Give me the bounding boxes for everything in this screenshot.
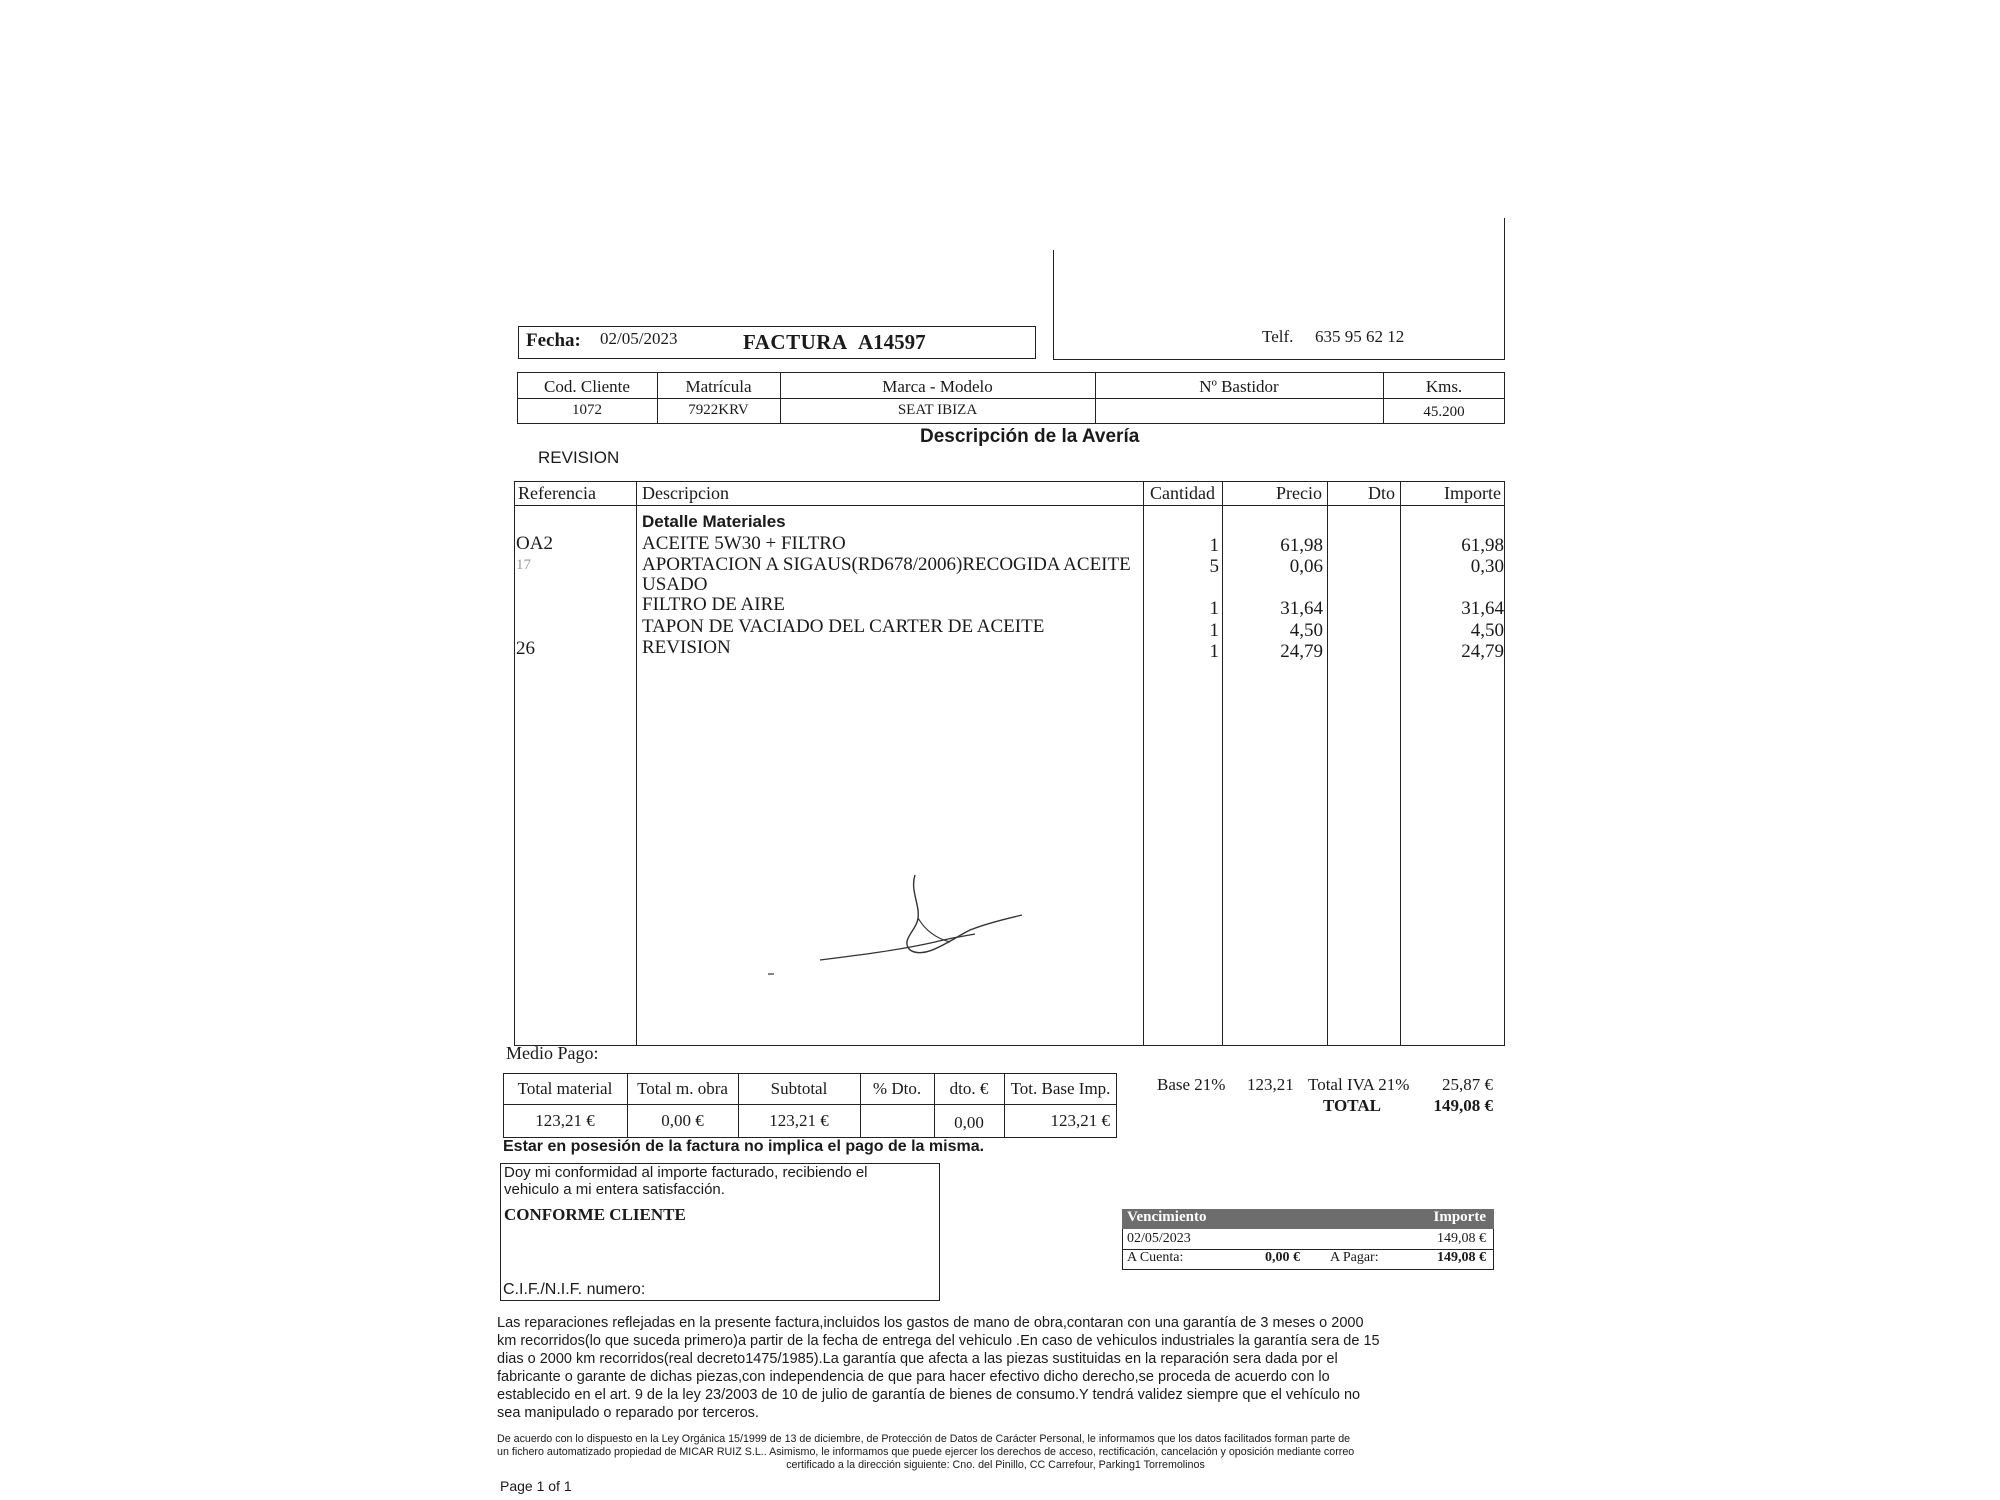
iva-label: Total IVA 21%: [1308, 1075, 1410, 1094]
line-ref: 26: [516, 638, 535, 659]
page-number: Page 1 of 1: [500, 1478, 572, 1494]
line-amount: 31,64: [1461, 598, 1504, 619]
line-desc: APORTACION A SIGAUS(RD678/2006)RECOGIDA ACEITE: [642, 554, 1131, 575]
privacy-line: certificado a la dirección siguiente: Cno. del Pinillo, CC Carrefour, Parking1 Torremolinos: [786, 1459, 1205, 1471]
line-amount: 0,30: [1470, 556, 1504, 577]
vehicle-header-matricula: Matrícula: [685, 377, 752, 396]
telf-label: Telf.: [1262, 327, 1294, 346]
totals-header-obra: Total m. obra: [637, 1079, 728, 1098]
totals-value-obra: 0,00 €: [661, 1111, 704, 1130]
lines-header-referencia: Referencia: [518, 483, 596, 503]
line-qty: 5: [1209, 556, 1219, 577]
line-price: 31,64: [1280, 598, 1323, 619]
conforme-cliente-title: CONFORME CLIENTE: [504, 1205, 686, 1224]
totals-header-dto: dto. €: [949, 1079, 989, 1098]
line-qty: 1: [1209, 598, 1219, 619]
payment-notice: Estar en posesión de la factura no implica el pago de la misma.: [503, 1138, 985, 1155]
privacy-line: De acuerdo con lo dispuesto en la Ley Orgánica 15/1999 de 13 de diciembre, de Protección de Datos de Carácter Personal, le informamos que los datos facilitados forman parte de: [497, 1433, 1351, 1445]
warranty-line: km recorridos(lo que suceda primero)a partir de la fecha de entrega del vehiculo .En caso de vehiculos industriales la garantía sera de 15: [497, 1333, 1380, 1349]
lines-header-dto: Dto: [1368, 483, 1395, 503]
line-price: 0,06: [1289, 556, 1323, 577]
signature-mark: [760, 870, 1040, 980]
factura-label: FACTURA: [743, 330, 848, 354]
line-ref: 17: [516, 557, 531, 573]
line-qty: 1: [1209, 620, 1219, 641]
total-value: 149,08 €: [1433, 1096, 1493, 1115]
conformity-line2: vehiculo a mi entera satisfacción.: [504, 1181, 725, 1198]
vencimiento-date: 02/05/2023: [1127, 1231, 1191, 1246]
vencimiento-amount: 149,08 €: [1437, 1231, 1486, 1246]
line-desc-continued: USADO: [642, 574, 708, 595]
fecha-label: Fecha:: [526, 330, 581, 351]
line-price: 4,50: [1289, 620, 1323, 641]
medio-pago-label: Medio Pago:: [506, 1043, 599, 1063]
vehicle-cell-kms: 45.200: [1423, 404, 1465, 420]
line-desc: FILTRO DE AIRE: [642, 594, 785, 615]
base-value: 123,21: [1247, 1075, 1294, 1094]
telf-value: 635 95 62 12: [1315, 327, 1405, 346]
totals-header-material: Total material: [517, 1079, 613, 1098]
line-amount: 24,79: [1461, 641, 1504, 662]
conformity-line1: Doy mi conformidad al importe facturado, recibiendo el: [504, 1164, 868, 1181]
iva-value: 25,87 €: [1442, 1075, 1493, 1094]
averia-text: REVISION: [538, 448, 620, 467]
vehicle-cell-cod: 1072: [572, 402, 602, 418]
totals-value-subtotal: 123,21 €: [769, 1111, 829, 1130]
warranty-line: sea manipulado o reparado por terceros.: [497, 1405, 759, 1421]
line-desc: TAPON DE VACIADO DEL CARTER DE ACEITE: [642, 616, 1045, 637]
line-amount: 61,98: [1461, 535, 1504, 556]
a-cuenta-label: A Cuenta:: [1127, 1250, 1184, 1265]
totals-header-subtotal: Subtotal: [770, 1079, 828, 1098]
line-price: 61,98: [1280, 535, 1323, 556]
factura-number: A14597: [858, 330, 926, 354]
base-label: Base 21%: [1157, 1075, 1226, 1094]
a-cuenta-value: 0,00 €: [1265, 1250, 1300, 1265]
vencimiento-header-left: Vencimiento: [1127, 1209, 1207, 1225]
warranty-line: fabricante o garante de dichas piezas,con independencia de que para hacer efectivo dicho derecho,se proceda de acuerdo con lo: [497, 1369, 1330, 1385]
line-ref: OA2: [516, 533, 553, 554]
totals-value-material: 123,21 €: [535, 1111, 595, 1130]
a-pagar-value: 149,08 €: [1437, 1250, 1486, 1265]
vencimiento-header-right: Importe: [1433, 1209, 1486, 1225]
nif-label: C.I.F./N.I.F. numero:: [503, 1281, 646, 1298]
vehicle-header-kms: Kms.: [1425, 377, 1463, 396]
vehicle-cell-marca: SEAT IBIZA: [897, 402, 978, 418]
totals-header-pct-dto: % Dto.: [872, 1079, 922, 1098]
fecha-value: 02/05/2023: [600, 329, 678, 348]
line-desc: REVISION: [642, 637, 731, 658]
lines-header-importe: Importe: [1444, 483, 1501, 503]
lines-header-cantidad: Cantidad: [1150, 483, 1215, 503]
privacy-line: un fichero automatizado propiedad de MICAR RUIZ S.L.. Asimismo, le informamos que puede ejercer los derechos de acceso, rectificación, cancelación y oposición mediante correo: [497, 1446, 1355, 1458]
vehicle-cell-matricula: 7922KRV: [688, 402, 749, 418]
section-detalle-materiales: Detalle Materiales: [642, 512, 786, 531]
vehicle-header-bastidor: Nº Bastidor: [1199, 377, 1279, 396]
line-desc: ACEITE 5W30 + FILTRO: [642, 533, 846, 554]
totals-value-base: 123,21 €: [1050, 1111, 1110, 1130]
totals-value-dto: 0,00: [954, 1113, 984, 1132]
line-price: 24,79: [1280, 641, 1323, 662]
vehicle-header-cod: Cod. Cliente: [544, 377, 630, 396]
line-qty: 1: [1209, 641, 1219, 662]
vehicle-header-marca: Marca - Modelo: [882, 377, 993, 396]
warranty-line: establecido en el art. 9 de la ley 23/2003 de 10 de julio de garantía de bienes de consumo.Y tendrá validez siempre que el vehículo no: [497, 1387, 1361, 1403]
total-label: TOTAL: [1323, 1096, 1381, 1115]
warranty-line: dias o 2000 km recorridos(real decreto1475/1985).La garantía que afecta a las piezas sustituidas en la reparación sera dada por el: [497, 1351, 1338, 1367]
lines-header-descripcion: Descripcion: [642, 483, 729, 503]
lines-header-precio: Precio: [1276, 483, 1322, 503]
warranty-line: Las reparaciones reflejadas en la presente factura,incluidos los gastos de mano de obra,contaran con una garantía de 3 meses o 2000: [497, 1315, 1364, 1331]
totals-header-base: Tot. Base Imp.: [1010, 1079, 1111, 1098]
line-qty: 1: [1209, 535, 1219, 556]
line-amount: 4,50: [1470, 620, 1504, 641]
a-pagar-label: A Pagar:: [1330, 1250, 1379, 1265]
averia-title: Descripción de la Avería: [920, 426, 1140, 447]
customer-box-left-edge: [1053, 250, 1054, 360]
